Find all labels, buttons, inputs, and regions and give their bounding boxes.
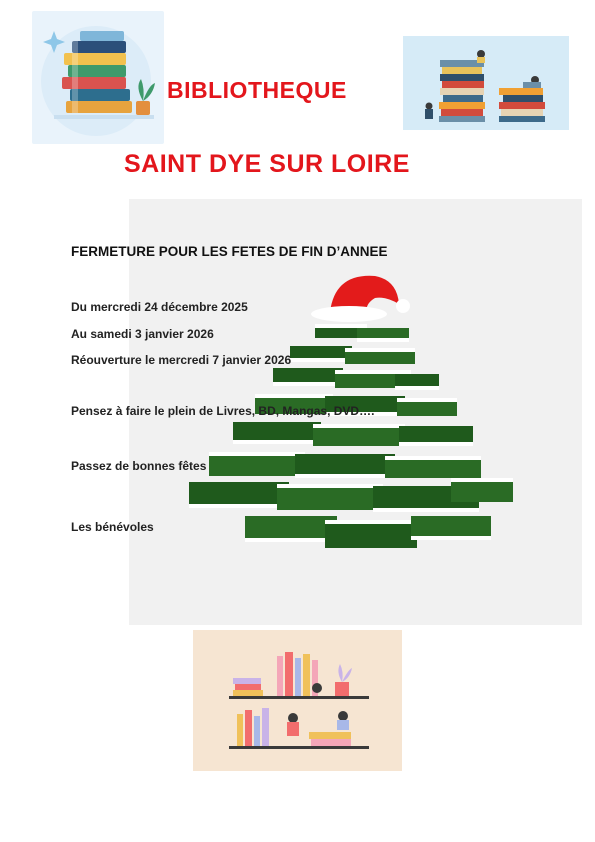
reopening-date: Réouverture le mercredi 7 janvier 2026 xyxy=(71,353,292,367)
signature: Les bénévoles xyxy=(71,520,154,534)
closure-start-date: Du mercredi 24 décembre 2025 xyxy=(71,300,248,314)
books-stack-icon xyxy=(32,11,164,144)
bookshelf-icon xyxy=(193,630,402,771)
library-location-title: SAINT DYE SUR LOIRE xyxy=(124,150,410,178)
closure-end-date: Au samedi 3 janvier 2026 xyxy=(71,327,214,341)
holiday-wishes: Passez de bonnes fêtes xyxy=(71,459,207,473)
stock-up-reminder: Pensez à faire le plein de Livres, BD, Mangas, DVD…. xyxy=(71,404,375,418)
books-stack-illustration xyxy=(32,11,164,144)
readers-on-books-icon xyxy=(403,36,569,130)
library-title: BIBLIOTHEQUE xyxy=(167,77,347,103)
bookshelf-illustration xyxy=(193,630,402,771)
closure-heading: FERMETURE POUR LES FETES DE FIN D’ANNEE xyxy=(71,244,388,259)
readers-illustration xyxy=(403,36,569,130)
